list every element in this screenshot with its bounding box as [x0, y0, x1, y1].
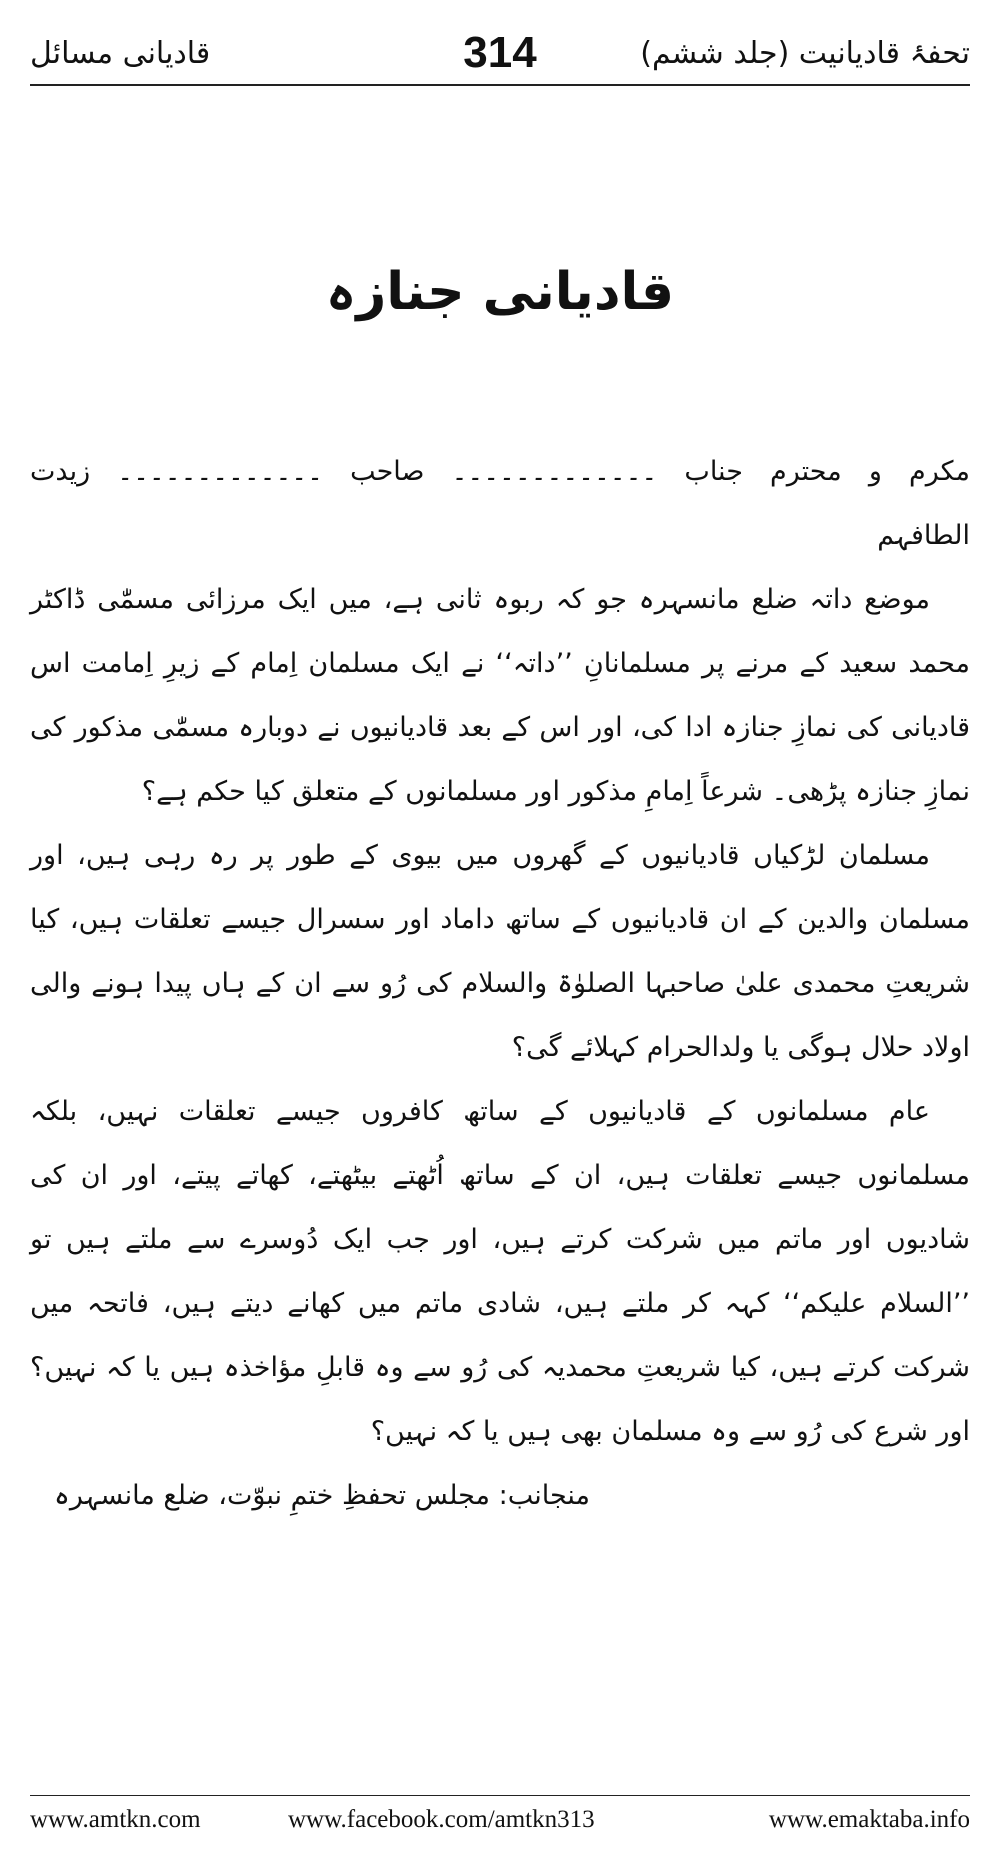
body-text — [30, 440, 970, 1528]
footer-link-facebook[interactable]: www.facebook.com/amtkn313 — [288, 1806, 595, 1833]
page-footer — [30, 1806, 970, 1840]
question-paragraph-1: موضع داتہ ضلع مانسہرہ جو کہ ربوہ ثانی ہے، میں ایک مرزائی مسمّٰی ڈاکٹر محمد سعید کے مرنے پر مسلمانانِ ’’داتہ‘‘ نے ایک مسلمان اِمام کے زیرِ اِمامت اس قادیانی کی نمازِ جنازہ ادا کی، اور اس کے بعد قادیانیوں نے دوبارہ مسمّٰی مذکور کی نمازِ جنازہ پڑھی۔ شرعاً اِمامِ مذکور اور مسلمانوں کے متعلق کیا حکم ہے؟ — [30, 584, 970, 807]
signature: منجانب: مجلس تحفظِ ختمِ نبوّت، ضلع مانسہرہ — [54, 1480, 590, 1511]
chapter-heading: قادیانی جنازہ — [325, 262, 675, 322]
section-title: قادیانی مسائل — [30, 36, 211, 71]
question-paragraph-2: مسلمان لڑکیاں قادیانیوں کے گھروں میں بیوی کے طور پر رہ رہی ہیں، اور مسلمان والدین کے ان قادیانیوں کے ساتھ داماد اور سسرال جیسے تعلقات ہیں، کیا شریعتِ محمدی علیٰ صاحبہا الصلوٰۃ والسلام کی رُو سے ان کے ہاں پیدا ہونے والی اولاد حلال ہوگی یا ولدالحرام کہلائے گی؟ — [30, 840, 970, 1063]
footer-link-amtkn[interactable]: www.amtkn.com — [30, 1806, 201, 1833]
question-paragraph-3: عام مسلمانوں کے قادیانیوں کے ساتھ کافروں جیسے تعلقات نہیں، بلکہ مسلمانوں جیسے تعلقات ہیں، ان کے ساتھ اُٹھتے بیٹھتے، کھاتے پیتے، اور ان کی شادیوں اور ماتم میں شرکت کرتے ہیں، اور جب ایک دُوسرے سے ملتے ہیں تو ’’السلام علیکم‘‘ کہہ کر ملتے ہیں، شادی ماتم میں کھانے دیتے ہیں، فاتحہ میں شرکت کرتے ہیں، کیا شریعتِ محمدیہ کی رُو سے وہ قابلِ مؤاخذہ ہیں یا کہ نہیں؟ اور شرع کی رُو سے وہ مسلمان بھی ہیں یا کہ نہیں؟ — [30, 1096, 970, 1447]
footer-link-emaktaba[interactable]: www.emaktaba.info — [768, 1806, 970, 1833]
header-divider — [30, 84, 970, 86]
salutation-continuation: الطافہم — [877, 520, 970, 551]
salutation: مکرم و محترم جناب ۔۔۔۔۔۔۔۔۔۔۔۔۔ صاحب ۔۔۔۔۔۔۔۔۔۔۔۔۔ زیدت — [30, 456, 970, 487]
footer-divider — [30, 1795, 970, 1796]
page-number: 314 — [463, 28, 537, 77]
page-header — [30, 30, 970, 80]
book-title: تحفۂ قادیانیت (جلد ششم) — [640, 36, 970, 71]
